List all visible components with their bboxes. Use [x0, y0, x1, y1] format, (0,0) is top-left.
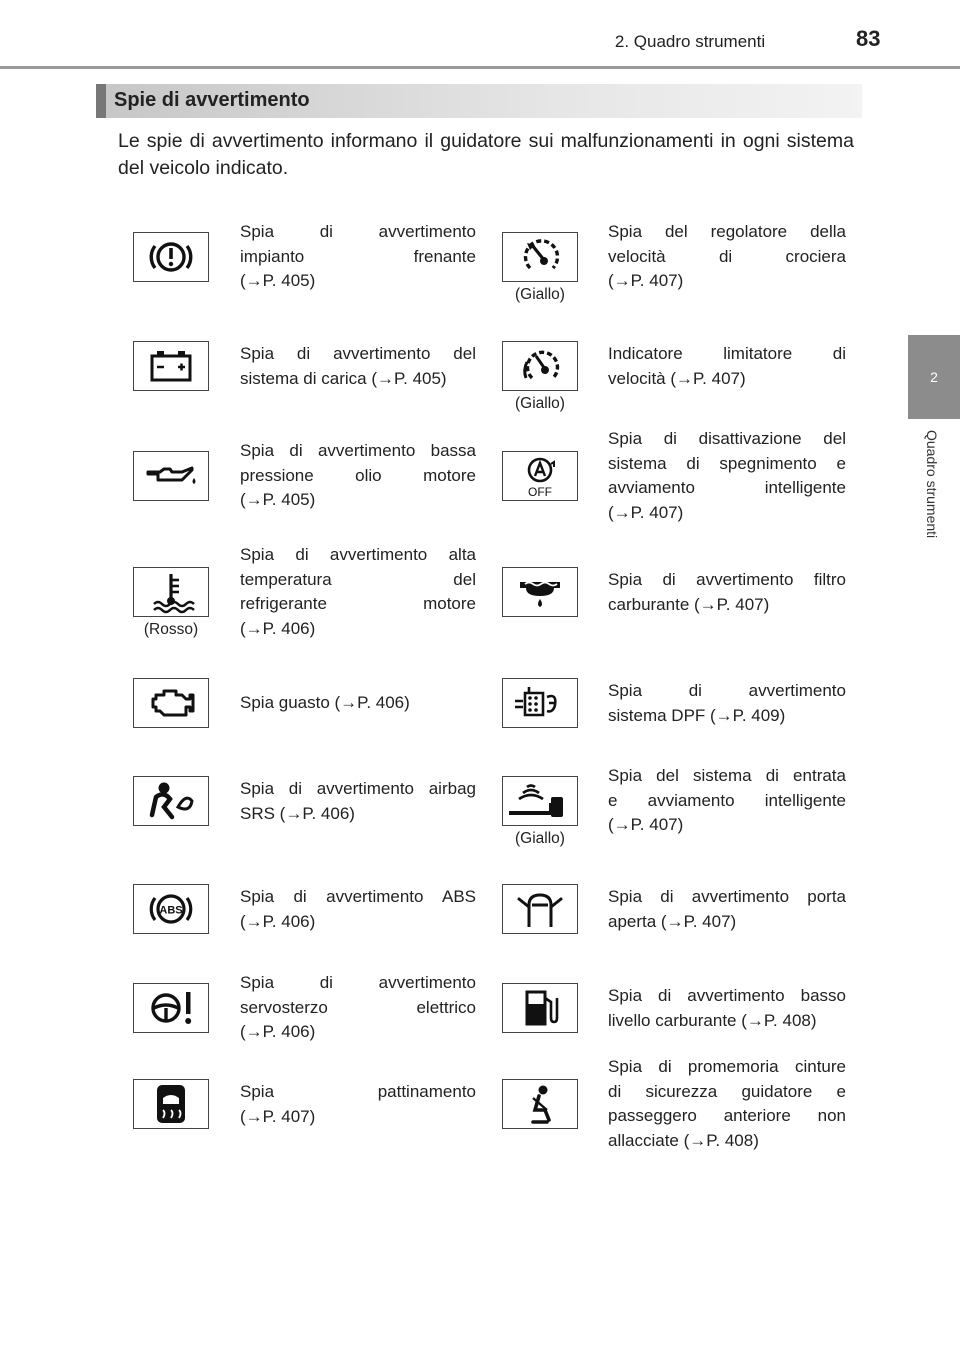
cruise-control-icon: [502, 232, 578, 282]
description-line: sistema DPF (→P. 409): [608, 705, 786, 725]
light-description: [240, 342, 476, 391]
description-line: Spia di avvertimento: [240, 222, 476, 241]
light-description: [608, 679, 846, 728]
description-line: e avviamento intelligente: [608, 790, 846, 810]
speed-limiter-icon: [502, 341, 578, 391]
light-color-label: (Giallo): [515, 286, 565, 303]
abs-icon: [133, 884, 209, 934]
header-divider: [0, 66, 960, 69]
smart-entry-key-icon: [502, 776, 578, 826]
description-line: sistema di spegnimento e: [608, 453, 846, 473]
light-description: [608, 568, 846, 617]
check-engine-icon: [133, 678, 209, 728]
description-line: SRS (→P. 406): [240, 803, 355, 823]
light-description: [240, 885, 476, 934]
description-line: di sicurezza guidatore e: [608, 1081, 846, 1101]
section-title: Spie di avvertimento: [114, 89, 310, 111]
light-description: [608, 1055, 846, 1153]
oil-pressure-icon: [133, 451, 209, 501]
chapter-tab-label-wrap: [920, 430, 944, 580]
light-color-label: (Giallo): [515, 830, 565, 847]
description-line: allacciate (→P. 408): [608, 1130, 759, 1150]
light-description: [608, 984, 846, 1033]
light-description: [240, 1080, 476, 1129]
light-description: [240, 691, 476, 716]
light-description: [608, 885, 846, 934]
description-line: livello carburante (→P. 408): [608, 1010, 817, 1030]
description-line: Spia di avvertimento basso: [608, 986, 846, 1005]
light-description: [608, 427, 846, 525]
description-line: Spia di avvertimento bassa: [240, 441, 476, 460]
description-line: (→P. 406): [240, 911, 316, 931]
description-line: passeggero anteriore non: [608, 1106, 846, 1125]
description-line: Spia di disattivazione del: [608, 429, 846, 448]
stop-start-off-icon: [502, 451, 578, 501]
description-line: (→P. 406): [240, 1022, 316, 1041]
dpf-icon: [502, 678, 578, 728]
brake-warning-icon: [133, 232, 209, 282]
description-line: (→P. 406): [240, 618, 316, 638]
description-line: (→P. 407): [608, 502, 684, 522]
chapter-tab[interactable]: 2: [908, 335, 960, 419]
description-line: Spia di avvertimento filtro: [608, 570, 846, 589]
door-open-icon: [502, 884, 578, 934]
description-line: sistema di carica (→P. 405): [240, 368, 447, 388]
description-line: Spia di avvertimento airbag: [240, 779, 476, 798]
page-number: 83: [856, 26, 881, 51]
airbag-icon: [133, 776, 209, 826]
fuel-filter-icon: [502, 567, 578, 617]
description-line: carburante (→P. 407): [608, 594, 770, 614]
description-line: Spia di avvertimento del: [240, 344, 476, 363]
chapter-title: 2. Quadro strumenti: [614, 32, 766, 51]
description-line: (→P. 407): [240, 1106, 316, 1126]
description-line: Indicatore limitatore di: [608, 344, 846, 363]
description-line: aperta (→P. 407): [608, 911, 737, 931]
description-line: refrigerante motore: [240, 594, 476, 613]
chapter-tab-label: Quadro strumenti: [924, 430, 940, 539]
description-line: Spia di avvertimento: [240, 973, 476, 992]
description-line: Spia pattinamento: [240, 1082, 476, 1101]
description-line: (→P. 407): [608, 815, 684, 834]
seatbelt-reminder-icon: [502, 1079, 578, 1129]
description-line: servosterzo elettrico: [240, 997, 476, 1017]
light-color-label: (Giallo): [515, 395, 565, 412]
light-description: [608, 342, 846, 391]
light-color-label: (Rosso): [143, 621, 199, 638]
coolant-temperature-icon: [133, 567, 209, 617]
description-line: temperatura del: [240, 569, 476, 589]
description-line: Spia di avvertimento alta: [240, 545, 476, 564]
intro-paragraph: Le spie di avvertimento informano il guidatore sui malfunzionamenti in ogni sistema del veicolo indicato.: [118, 130, 854, 179]
description-line: (→P. 405): [240, 490, 316, 509]
slip-indicator-icon: [133, 1079, 209, 1129]
light-description: [608, 220, 846, 294]
power-steering-icon: [133, 983, 209, 1033]
description-line: (→P. 407): [608, 271, 684, 290]
light-description: [240, 220, 476, 294]
low-fuel-icon: [502, 983, 578, 1033]
description-line: Spia guasto (→P. 406): [240, 693, 410, 712]
description-line: velocità di crociera: [608, 246, 846, 266]
description-line: avviamento intelligente: [608, 478, 846, 497]
description-line: Spia di avvertimento ABS: [240, 887, 476, 906]
light-description: [608, 764, 846, 838]
light-description: [240, 543, 476, 641]
light-description: [240, 777, 476, 826]
description-line: Spia di avvertimento: [608, 681, 846, 700]
light-description: [240, 439, 476, 513]
description-line: velocità (→P. 407): [608, 368, 746, 388]
description-line: (→P. 405): [240, 271, 316, 290]
description-line: Spia di avvertimento porta: [608, 887, 846, 906]
description-line: impianto frenante: [240, 246, 476, 266]
description-line: pressione olio motore: [240, 465, 476, 485]
description-line: Spia del regolatore della: [608, 222, 846, 241]
section-heading: [96, 84, 862, 118]
description-line: Spia di promemoria cinture: [608, 1057, 846, 1076]
light-description: [240, 971, 476, 1045]
description-line: Spia del sistema di entrata: [608, 766, 846, 785]
battery-charge-icon: [133, 341, 209, 391]
